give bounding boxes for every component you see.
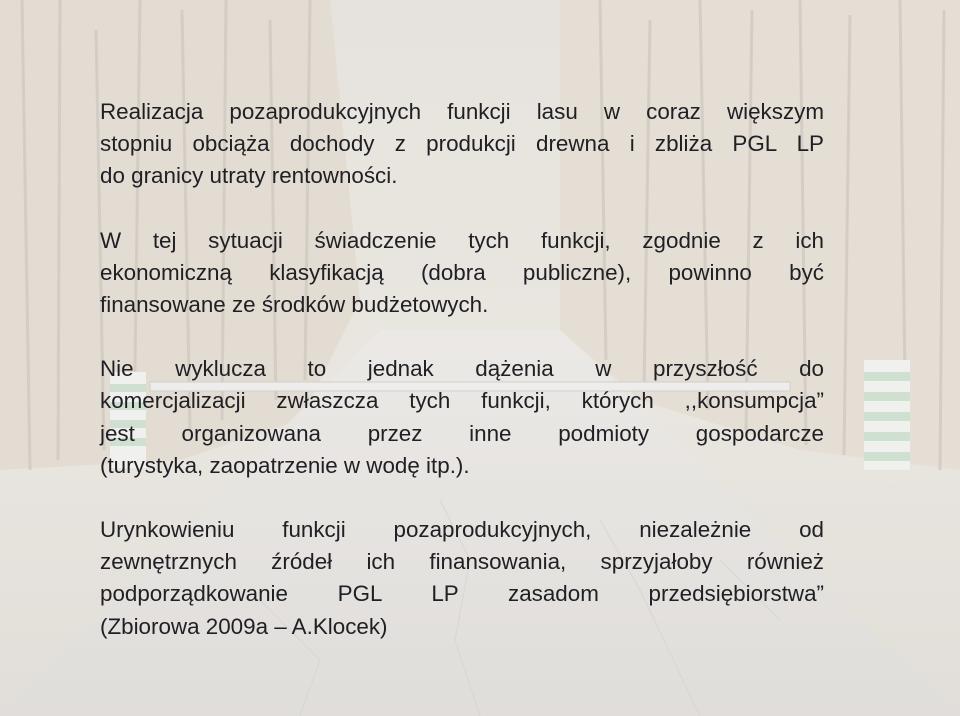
- paragraph-line: jest organizowana przez inne podmioty gospodarcze: [100, 420, 824, 446]
- paragraph-line: Nie wyklucza to jednak dążenia w przyszłość do: [100, 356, 824, 382]
- paragraph-line: Realizacja pozaprodukcyjnych funkcji lasu w coraz większym: [100, 99, 824, 124]
- paragraph-line: komercjalizacji zwłaszcza tych funkcji, których ,,konsumpcja”: [100, 388, 824, 414]
- paragraph-line: (turystyka, zaopatrzenie w wodę itp.).: [100, 452, 470, 478]
- paragraph-line: ekonomiczną klasyfikacją (dobra publiczne), powinno być: [100, 259, 824, 285]
- paragraph-line: W tej sytuacji świadczenie tych funkcji, zgodnie z ich: [100, 227, 824, 253]
- paragraph-line: stopniu obciąża dochody z produkcji drewna i zbliża PGL LP: [100, 131, 824, 157]
- paragraph-2: [100, 225, 824, 322]
- paragraph-line: podporządkowanie PGL LP zasadom przedsiębiorstwa”: [100, 581, 824, 607]
- slide-body-text: [100, 96, 824, 675]
- paragraph-1: [100, 96, 824, 193]
- paragraph-line: Urynkowieniu funkcji pozaprodukcyjnych, niezależnie od: [100, 517, 824, 543]
- paragraph-line: do granicy utraty rentowności.: [100, 163, 398, 189]
- paragraph-4: [100, 514, 824, 643]
- paragraph-line: finansowane ze środków budżetowych.: [100, 292, 489, 318]
- paragraph-line: (Zbiorowa 2009a – A.Klocek): [100, 613, 388, 639]
- paragraph-3: [100, 353, 824, 482]
- paragraph-line: zewnętrznych źródeł ich finansowania, sprzyjałoby również: [100, 549, 824, 575]
